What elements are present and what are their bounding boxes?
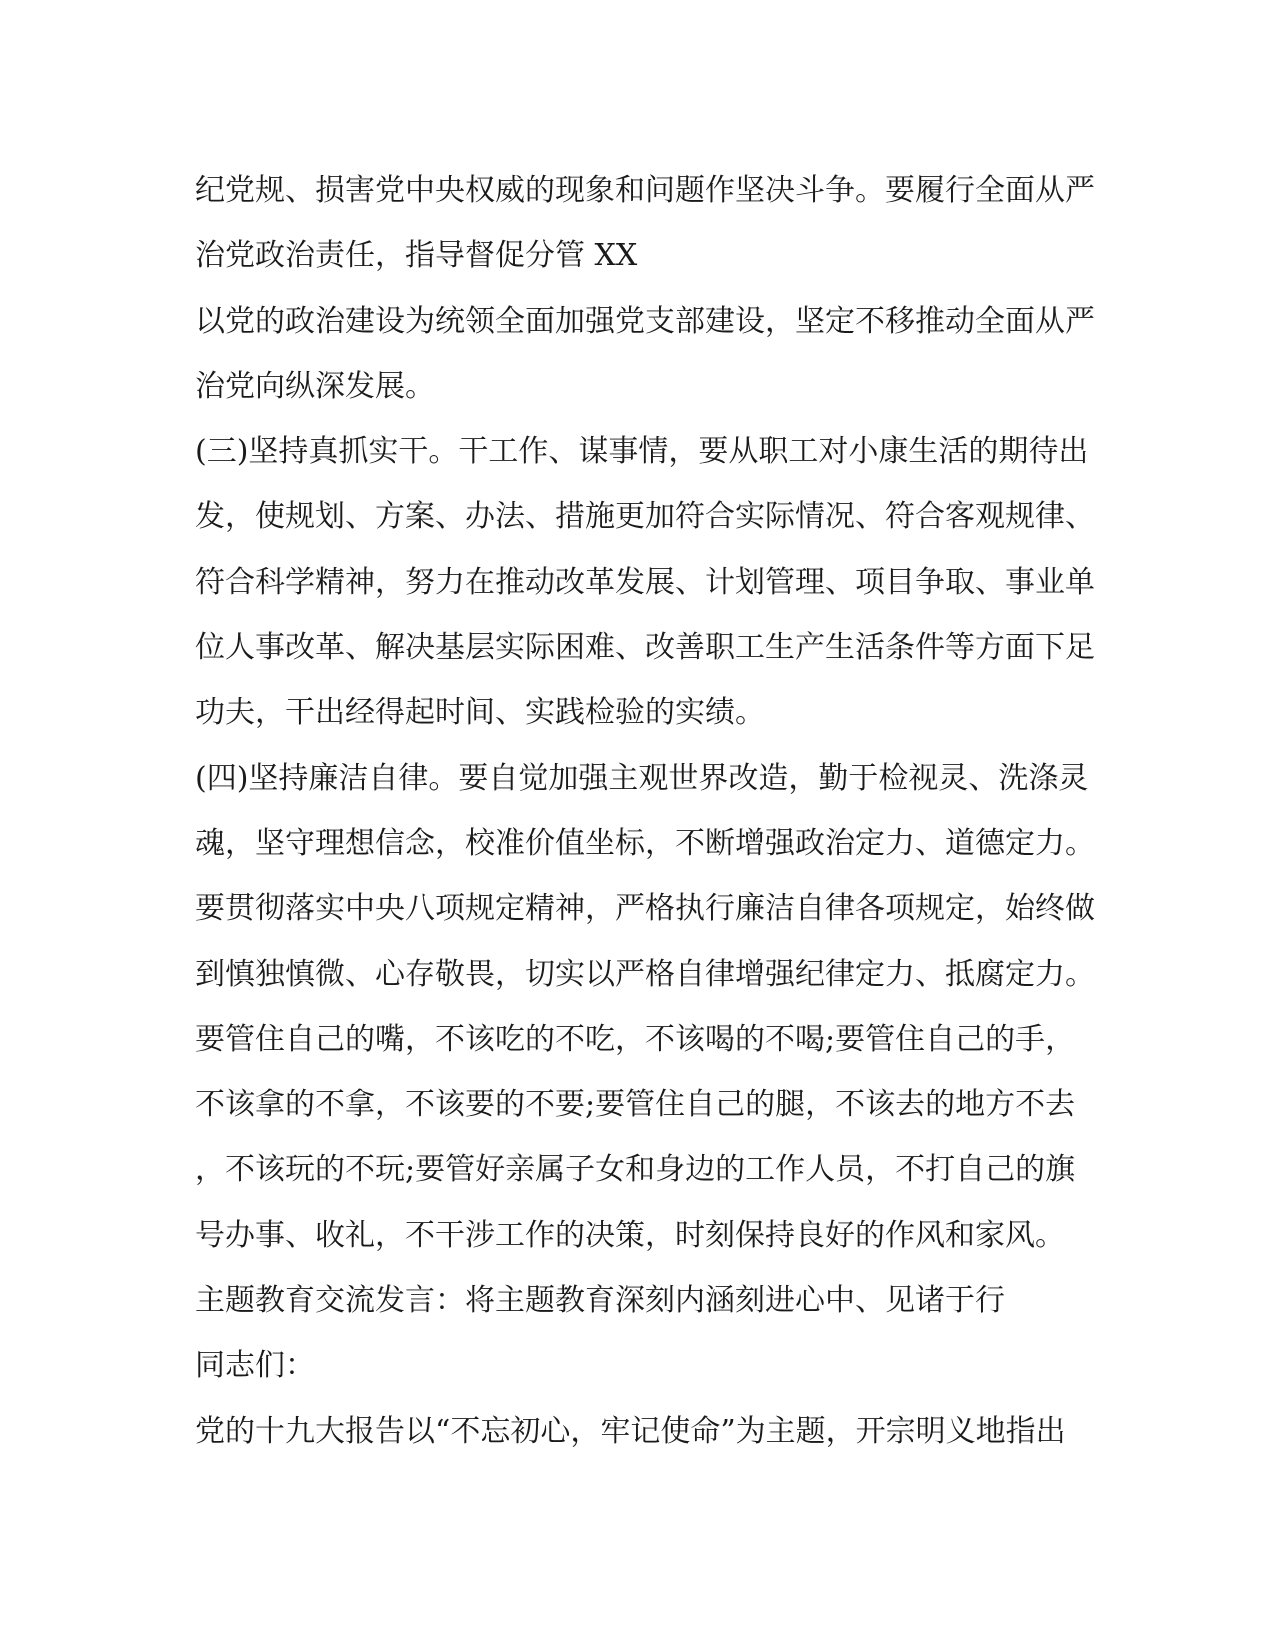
- text-line: 纪党规、损害党中央权威的现象和问题作坚决斗争。要履行全面从严: [195, 173, 1095, 208]
- text-line: ，不该玩的不玩;要管好亲属子女和身边的工作人员，不打自己的旗: [195, 1152, 1076, 1188]
- text-line: 不该拿的不拿，不该要的不要;要管住自己的腿，不该去的地方不去: [195, 1087, 1076, 1123]
- text-line: 党的十九大报告以“不忘初心，牢记使命”为主题，开宗明义地指出: [195, 1413, 1066, 1449]
- text-line: 治党政治责任，指导督促分管 XX: [195, 238, 638, 274]
- text-line: 以党的政治建设为统领全面加强党支部建设，坚定不移推动全面从严: [195, 303, 1095, 339]
- text-line: 魂，坚守理想信念，校准价值坐标，不断增强政治定力、道德定力。: [195, 825, 1095, 861]
- text-line: (四)坚持廉洁自律。要自觉加强主观世界改造，勤于检视灵、洗涤灵: [195, 760, 1089, 796]
- text-line: 到慎独慎微、心存敬畏，切实以严格自律增强纪律定力、抵腐定力。: [195, 956, 1095, 992]
- text-line: 要贯彻落实中央八项规定精神，严格执行廉洁自律各项规定，始终做: [195, 891, 1095, 927]
- text-line: 功夫，干出经得起时间、实践检验的实绩。: [195, 695, 765, 731]
- document-body: [195, 158, 1095, 1464]
- text-line: 位人事改革、解决基层实际困难、改善职工生产生活条件等方面下足: [195, 630, 1095, 666]
- text-line: 要管住自己的嘴，不该吃的不吃，不该喝的不喝;要管住自己的手，: [195, 1021, 1076, 1057]
- text-line: 号办事、收礼，不干涉工作的决策，时刻保持良好的作风和家风。: [195, 1217, 1065, 1253]
- text-line: 治党向纵深发展。: [195, 368, 435, 404]
- text-line: (三)坚持真抓实干。干工作、谋事情，要从职工对小康生活的期待出: [195, 434, 1089, 470]
- section-title: 主题教育交流发言：将主题教育深刻内涵刻进心中、见诸于行: [195, 1283, 1005, 1319]
- text-line: 符合科学精神，努力在推动改革发展、计划管理、项目争取、事业单: [195, 564, 1095, 600]
- salutation: 同志们：: [195, 1348, 315, 1384]
- text-line: 发，使规划、方案、办法、措施更加符合实际情况、符合客观规律、: [195, 499, 1095, 535]
